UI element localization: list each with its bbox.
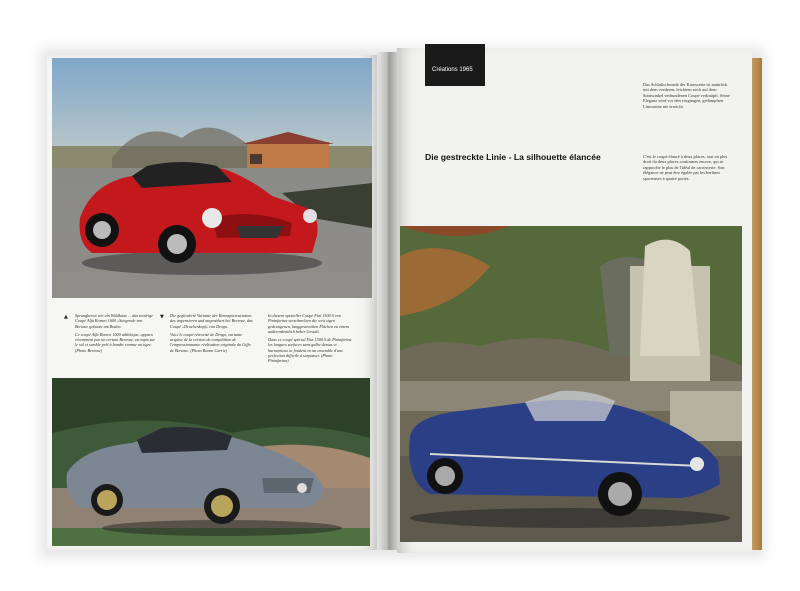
caption-red-coupe-fr: Ce coupé Alfa Romeo 1600 athlétique, apparu récemment par un certain Bertone, est tapis sur le sol et semble prêt à bondir comme un tigre. (Photo Bertone) xyxy=(75,331,156,353)
caption-grey-coupe xyxy=(170,313,254,356)
photo-grey-coupe xyxy=(52,378,370,546)
caption-red-coupe xyxy=(75,313,155,356)
caption-marker-down: ▼ xyxy=(160,314,164,320)
page-edge xyxy=(752,58,762,550)
issue-label-tab: Créations 1965 xyxy=(425,44,485,86)
caption-red-coupe-de: Sprungbereit wie ein Wildkatze ... das niedrige Coupé Alfa Romeo 1600 «Stiegende von Bertone gebaute am Boden. xyxy=(75,313,154,329)
caption-marker-up: ▲ xyxy=(64,314,68,320)
caption-fiat-coupe xyxy=(268,313,352,367)
caption-fiat-coupe-de: In diesem spezieller Coupé Fiat 1500 S von Pininfarina verschmelzen die weit sigen gedrungenen, langgestreckten Flächen zu einem außerordentlich hoher Gestalt. xyxy=(268,313,349,334)
book-gutter xyxy=(377,52,399,550)
intro-text-fr: C'est le coupé élancé à deux places, tout en plus droit du deux places conformes encore, qui se rapproche le plus de l'idéal de carrosserie. Son élégance ne peut être égalée par les berlines spacieuses à quatre portes. xyxy=(643,154,728,181)
caption-grey-coupe-fr: Voici le coupé rétrovisé de Drogo, variante acquise de la version de compétition de l'empressionnante réalisation originale du Giffo de Bertone. (Photo Bonne Carrie) xyxy=(170,331,251,353)
intro-text-de: Das Schlußschwunk der Karosserie ist natürlich mit dem vorderen, leichtem noch auf dem Startwinkel verbundenen Coupé verknüpft. Seine Eleganz wird vor den vorgängen, gedämpften Limousine nie erreicht. xyxy=(643,82,730,109)
photo-red-coupe xyxy=(52,58,372,298)
caption-fiat-coupe-fr: Dans ce coupé spécial Fiat 1500 S de Pininfarina les longues surfaces sans galbe dessus et harmonieux se fondent en un ensemble d'une perfection difficile à surpasser. (Photo Pininfarina) xyxy=(268,337,352,364)
photo-blue-convertible xyxy=(400,226,742,542)
caption-grey-coupe-de: Die gegliederte Variante der Rennsportvariation des impensieren und angenähert bei Bertone, das Coupé «Drachenkopf» von Drogo. xyxy=(170,313,253,329)
page-headline: Die gestreckte Linie - La silhouette élancée xyxy=(425,152,601,162)
